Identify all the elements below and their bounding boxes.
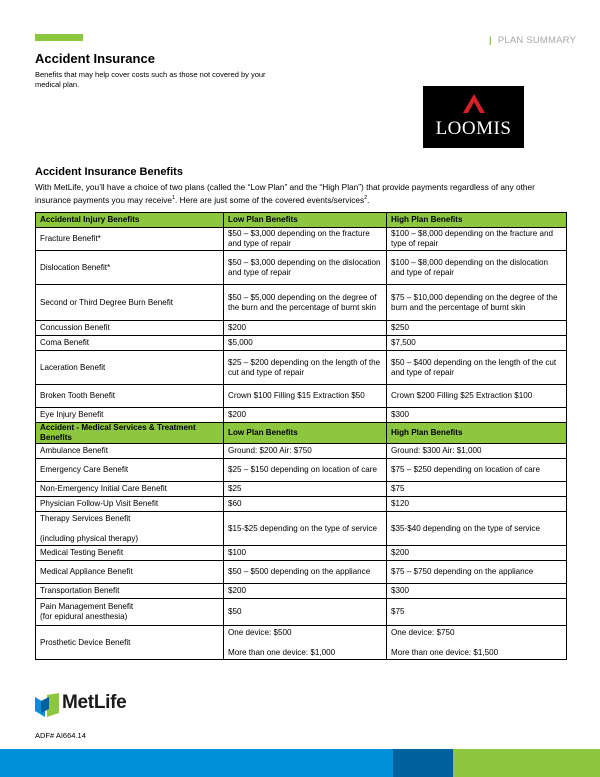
high-plan-cell: $75 bbox=[387, 599, 567, 626]
table-row bbox=[36, 512, 567, 546]
low-plan-cell: $60 bbox=[224, 497, 387, 512]
intro-paragraph: With MetLife, you’ll have a choice of two plans (called the “Low Plan” and the “High Plan”) that provide payments regardless of any other insurance payments you may receive$^1$. Here are just some of the covered events/services$^2$. bbox=[35, 182, 535, 205]
benefit-name-cell: Accidental Injury Benefits bbox=[36, 213, 224, 228]
table-row bbox=[36, 285, 567, 321]
low-plan-cell: $50 – $3,000 depending on the fracture and type of repair bbox=[224, 228, 387, 251]
footer-band-blue bbox=[0, 749, 393, 777]
low-plan-cell: One device: $500 More than one device: $1,000 bbox=[224, 626, 387, 660]
plan-summary-label: | PLAN SUMMARY bbox=[489, 35, 577, 46]
low-plan-cell: $25 bbox=[224, 482, 387, 497]
high-plan-cell: One device: $750 More than one device: $1,500 bbox=[387, 626, 567, 660]
high-plan-cell: $100 – $8,000 depending on the fracture and type of repair bbox=[387, 228, 567, 251]
low-plan-cell: $50 – $5,000 depending on the degree of the burn and the percentage of burnt skin bbox=[224, 285, 387, 321]
low-plan-cell: $25 – $150 depending on location of care bbox=[224, 459, 387, 482]
benefit-name-cell: Laceration Benefit bbox=[36, 351, 224, 385]
low-plan-cell: Low Plan Benefits bbox=[224, 423, 387, 444]
benefit-name-cell: Medical Appliance Benefit bbox=[36, 561, 224, 584]
table-row bbox=[36, 444, 567, 459]
table-row bbox=[36, 251, 567, 285]
table-row bbox=[36, 561, 567, 584]
footer-band-green bbox=[453, 749, 600, 777]
high-plan-cell: High Plan Benefits bbox=[387, 213, 567, 228]
table-row bbox=[36, 626, 567, 660]
high-plan-cell: $250 bbox=[387, 321, 567, 336]
benefit-name-cell: Coma Benefit bbox=[36, 336, 224, 351]
low-plan-cell: $5,000 bbox=[224, 336, 387, 351]
form-code: ADF# AI664.14 bbox=[35, 731, 86, 740]
table-row bbox=[36, 228, 567, 251]
benefit-name-cell: Non-Emergency Initial Care Benefit bbox=[36, 482, 224, 497]
benefits-table bbox=[35, 212, 567, 660]
high-plan-cell: $7,500 bbox=[387, 336, 567, 351]
high-plan-cell: $120 bbox=[387, 497, 567, 512]
benefit-name-cell: Broken Tooth Benefit bbox=[36, 385, 224, 408]
page-title: Accident Insurance bbox=[35, 51, 155, 66]
table-header-row bbox=[36, 213, 567, 228]
table-row bbox=[36, 351, 567, 385]
high-plan-cell: $100 – $8,000 depending on the dislocation and type of repair bbox=[387, 251, 567, 285]
loomis-logo bbox=[423, 86, 524, 148]
metlife-wordmark: MetLife bbox=[62, 692, 127, 713]
table-row bbox=[36, 459, 567, 482]
low-plan-cell: Crown $100 Filling $15 Extraction $50 bbox=[224, 385, 387, 408]
benefit-name-cell: Emergency Care Benefit bbox=[36, 459, 224, 482]
table-row bbox=[36, 584, 567, 599]
benefit-name-cell: Fracture Benefit* bbox=[36, 228, 224, 251]
benefit-name-cell: Dislocation Benefit* bbox=[36, 251, 224, 285]
benefit-name-cell: Ambulance Benefit bbox=[36, 444, 224, 459]
low-plan-cell: $200 bbox=[224, 321, 387, 336]
table-row bbox=[36, 336, 567, 351]
high-plan-cell: $200 bbox=[387, 546, 567, 561]
low-plan-cell: $25 – $200 depending on the length of the cut and type of repair bbox=[224, 351, 387, 385]
footer-band-dark-blue bbox=[393, 749, 453, 777]
low-plan-cell: $50 – $500 depending on the appliance bbox=[224, 561, 387, 584]
loomis-wordmark: LOOMIS bbox=[435, 118, 512, 139]
low-plan-cell: Ground: $200 Air: $750 bbox=[224, 444, 387, 459]
benefit-name-cell: Physician Follow-Up Visit Benefit bbox=[36, 497, 224, 512]
benefit-name-cell: Accident - Medical Services & Treatment Benefits bbox=[36, 423, 224, 444]
high-plan-cell: $75 – $10,000 depending on the degree of the burn and the percentage of burnt skin bbox=[387, 285, 567, 321]
page-subtitle: Benefits that may help cover costs such as those not covered by your medical plan. bbox=[35, 70, 266, 89]
loomis-triangle-icon bbox=[463, 94, 485, 114]
benefit-name-cell: Medical Testing Benefit bbox=[36, 546, 224, 561]
low-plan-cell: $15-$25 depending on the type of service bbox=[224, 512, 387, 546]
benefit-name-cell: Therapy Services Benefit (including physical therapy) bbox=[36, 512, 224, 546]
table-row bbox=[36, 599, 567, 626]
table-header-row bbox=[36, 423, 567, 444]
metlife-logo-icon bbox=[35, 693, 59, 717]
benefit-name-cell: Transportation Benefit bbox=[36, 584, 224, 599]
section-title: Accident Insurance Benefits bbox=[35, 166, 183, 178]
high-plan-cell: High Plan Benefits bbox=[387, 423, 567, 444]
table-row bbox=[36, 497, 567, 512]
benefit-name-cell: Eye Injury Benefit bbox=[36, 408, 224, 423]
benefit-name-cell: Concussion Benefit bbox=[36, 321, 224, 336]
high-plan-cell: $35-$40 depending on the type of service bbox=[387, 512, 567, 546]
table-row bbox=[36, 408, 567, 423]
high-plan-cell: $75 – $750 depending on the appliance bbox=[387, 561, 567, 584]
high-plan-cell: $300 bbox=[387, 584, 567, 599]
table-row bbox=[36, 482, 567, 497]
table-row bbox=[36, 321, 567, 336]
high-plan-cell: Crown $200 Filling $25 Extraction $100 bbox=[387, 385, 567, 408]
low-plan-cell: $200 bbox=[224, 584, 387, 599]
benefit-name-cell: Prosthetic Device Benefit bbox=[36, 626, 224, 660]
benefit-name-cell: Second or Third Degree Burn Benefit bbox=[36, 285, 224, 321]
table-row bbox=[36, 546, 567, 561]
low-plan-cell: $200 bbox=[224, 408, 387, 423]
high-plan-cell: $75 – $250 depending on location of care bbox=[387, 459, 567, 482]
low-plan-cell: $50 bbox=[224, 599, 387, 626]
header-accent-bar bbox=[35, 34, 83, 41]
table-row bbox=[36, 385, 567, 408]
benefit-name-cell: Pain Management Benefit (for epidural anesthesia) bbox=[36, 599, 224, 626]
high-plan-cell: $50 – $400 depending on the length of the cut and type of repair bbox=[387, 351, 567, 385]
high-plan-cell: $75 bbox=[387, 482, 567, 497]
high-plan-cell: $300 bbox=[387, 408, 567, 423]
low-plan-cell: $100 bbox=[224, 546, 387, 561]
low-plan-cell: Low Plan Benefits bbox=[224, 213, 387, 228]
low-plan-cell: $50 – $3,000 depending on the dislocation and type of repair bbox=[224, 251, 387, 285]
high-plan-cell: Ground: $300 Air: $1,000 bbox=[387, 444, 567, 459]
